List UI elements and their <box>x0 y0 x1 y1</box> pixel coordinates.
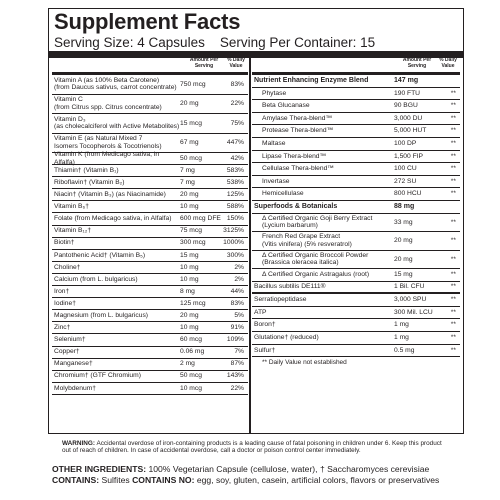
nutrient-name-line: Invertase <box>262 177 290 185</box>
amount-value: 750 mcg <box>180 80 206 88</box>
nutrient-name <box>52 264 180 272</box>
nutrient-name <box>52 116 180 131</box>
nutrient-row <box>52 177 248 189</box>
nutrient-name-line: Iodine† <box>54 299 76 307</box>
daily-value: 91% <box>230 324 244 332</box>
daily-value: 5% <box>234 312 244 320</box>
daily-value: ** <box>450 218 456 226</box>
nutrient-name <box>52 252 180 260</box>
nutrient-row <box>252 188 460 201</box>
nutrient-name-line: Thiamin† (Vitamin B₁) <box>54 166 119 174</box>
amount-value: 15 mg <box>180 251 199 259</box>
dv-header: % Daily Value <box>439 57 457 69</box>
daily-value: ** <box>450 152 456 160</box>
left-rows <box>52 75 248 395</box>
amount-value: 7 mg <box>180 178 195 186</box>
nutrient-name-line: Δ Certified Organic Astragalus (root) <box>262 271 370 279</box>
nutrient-name-line2: (from Citrus spp. Citrus concentrate) <box>54 103 162 111</box>
nutrient-name <box>52 227 180 235</box>
amount-value: 20 mg <box>394 237 413 245</box>
nutrient-name-line: Lipase Thera-blend™ <box>262 152 327 160</box>
amount-value: 3,000 DU <box>394 114 423 122</box>
nutrient-row <box>252 163 460 176</box>
amount-value: 10 mg <box>180 263 199 271</box>
nutrient-name-line: Superfoods & Botanicals <box>254 202 338 210</box>
nutrient-row <box>52 347 248 359</box>
amount-value: 190 FTU <box>394 89 421 97</box>
nutrient-name-line: Vitamin D₃ <box>54 115 86 123</box>
nutrient-name <box>252 334 394 342</box>
amount-value: 300 Mil. LCU <box>394 308 433 316</box>
nutrient-name-line: Cellulase Thera-blend™ <box>262 165 334 173</box>
daily-value: ** <box>450 255 456 263</box>
daily-value: 447% <box>226 139 244 146</box>
nutrient-name <box>52 324 180 332</box>
nutrient-row <box>52 383 248 395</box>
amount-value: 33 mg <box>394 218 413 226</box>
daily-value: 588% <box>226 203 244 211</box>
amount-value: 0.5 mg <box>394 346 415 354</box>
amount-value: 10 mcg <box>180 384 202 392</box>
nutrient-name-line: Maltase <box>262 140 286 148</box>
nutrient-row <box>52 310 248 322</box>
nutrient-row <box>252 100 460 113</box>
left-column-header <box>52 58 248 75</box>
daily-value: ** <box>450 283 456 291</box>
amount-value: 50 mcg <box>180 372 202 380</box>
nutrient-name <box>52 276 180 284</box>
nutrient-row <box>52 153 248 165</box>
amount-value: 5,000 HUT <box>394 127 427 135</box>
nutrient-name-line: Selenium† <box>54 336 86 344</box>
daily-value: 22% <box>230 100 244 107</box>
amount-value: 147 mg <box>394 76 419 84</box>
daily-value: 75% <box>230 119 244 127</box>
amount-value: 300 mcg <box>180 239 206 247</box>
daily-value: 22% <box>230 384 244 392</box>
warning-body: Accidental overdose of iron-containing products is a leading cause of fatal poisoning in children under 6. Keep this product out of reach of children. In case of accidental overdose, call a doctor or poison control center immediately. <box>62 440 442 455</box>
nutrient-name <box>252 140 394 148</box>
amount-value: 20 mg <box>180 100 199 107</box>
nutrient-name-line: Nutrient Enhancing Enzyme Blend <box>254 76 369 84</box>
nutrient-name-line2: (from Daucus sativus, carrot concentrate) <box>54 84 177 92</box>
nutrient-name <box>252 309 394 317</box>
amount-value: 15 mg <box>394 271 413 279</box>
daily-value: ** <box>450 114 456 122</box>
right-column-header <box>252 58 460 75</box>
nutrient-name <box>52 239 180 247</box>
daily-value: ** <box>450 271 456 279</box>
amount-value: 75 mcg <box>180 227 202 235</box>
nutrient-name-line: Phytase <box>262 89 287 97</box>
amount-value: 15 mcg <box>180 119 202 127</box>
nutrient-name-line: Niacin† (Vitamin B₃) (as Niacinamide) <box>54 191 166 199</box>
nutrient-name-line: Folate (from Medicago sativa, in Alfalfa) <box>54 215 172 223</box>
nutrient-name-line: Vitamin A (as 100% Beta Carotene) <box>54 76 160 84</box>
nutrient-name <box>252 321 394 329</box>
daily-value: ** <box>450 308 456 316</box>
nutrient-name-line: Amylase Thera-blend™ <box>262 114 333 122</box>
nutrient-name <box>52 96 180 111</box>
nutrient-row <box>52 165 248 177</box>
nutrient-name-line: Vitamin E (as Natural Mixed 7 <box>54 135 143 143</box>
nutrient-row <box>52 226 248 238</box>
nutrient-name-line: Boron† <box>254 321 276 329</box>
amount-value: 90 BGU <box>394 102 418 110</box>
daily-value: 538% <box>226 178 244 186</box>
amount-value: 50 mcg <box>180 154 202 162</box>
contains-line <box>52 476 464 485</box>
daily-value: 44% <box>230 287 244 295</box>
nutrient-name-line: Δ Certified Organic Broccoli Powder <box>262 251 369 259</box>
header-bar <box>48 51 464 58</box>
nutrient-name-line: Pantothenic Acid† (Vitamin B₅) <box>54 251 146 259</box>
amount-value: 100 DP <box>394 140 417 148</box>
nutrient-row <box>52 189 248 201</box>
nutrient-row <box>52 201 248 213</box>
daily-value: ** <box>450 190 456 198</box>
panel-title: Supplement Facts <box>54 9 241 34</box>
dv-header: % Daily Value <box>227 57 245 69</box>
nutrient-name-line: Magnesium (from L. bulgaricus) <box>54 312 149 320</box>
nutrient-name-line: Iron† <box>54 287 70 295</box>
nutrient-row <box>252 282 460 295</box>
nutrient-name <box>252 77 394 85</box>
amount-value: 88 mg <box>394 202 415 210</box>
nutrient-name-line2: Isomers Tocopherols & Tocotrienols) <box>54 142 162 150</box>
nutrient-name <box>52 167 180 175</box>
daily-value: 143% <box>226 372 244 380</box>
nutrient-row <box>252 251 460 270</box>
nutrient-name <box>252 165 394 173</box>
daily-value: 2% <box>234 263 244 271</box>
nutrient-name-line: Protease Thera-blend™ <box>262 127 334 135</box>
nutrient-name-line2: (Vitis vinifera) (5% resveratrol) <box>262 240 352 248</box>
nutrient-row <box>252 294 460 307</box>
nutrient-name-line: Glutatione† (reduced) <box>254 334 319 342</box>
nutrient-row <box>52 213 248 225</box>
amount-value: 600 mcg DFE <box>180 215 221 223</box>
right-column <box>252 58 460 366</box>
nutrient-row <box>252 201 460 214</box>
daily-value: 109% <box>226 336 244 344</box>
nutrient-row <box>252 88 460 101</box>
nutrient-row <box>52 334 248 346</box>
daily-value: ** <box>450 346 456 354</box>
nutrient-row <box>252 345 460 358</box>
nutrient-row <box>52 250 248 262</box>
nutrient-name <box>52 360 180 368</box>
nutrient-name-line2: (Lycium barbarum) <box>262 222 318 230</box>
nutrient-name-line: Chromium† (GTF Chromium) <box>54 372 141 380</box>
daily-value: ** <box>450 89 456 97</box>
daily-value: 87% <box>230 360 244 368</box>
contains-text: Sulfites <box>101 475 130 485</box>
daily-value: 1000% <box>223 239 244 247</box>
daily-value: ** <box>450 102 456 110</box>
daily-value: ** <box>450 296 456 304</box>
nutrient-name-line: Beta Glucanase <box>262 102 310 110</box>
nutrient-name <box>252 178 394 186</box>
nutrient-name-line: Serratiopeptidase <box>254 296 307 304</box>
nutrient-name-line: Biotin† <box>54 239 75 247</box>
nutrient-name-line: Bacillus subtilis DE111® <box>254 283 326 291</box>
nutrient-name-line: Vitamin B₆† <box>54 203 89 211</box>
nutrient-name <box>52 300 180 308</box>
amount-value: 272 SU <box>394 177 417 185</box>
amount-value: 7 mg <box>180 166 195 174</box>
nutrient-name <box>52 135 180 150</box>
nutrient-name <box>52 179 180 187</box>
nutrient-name <box>252 127 394 135</box>
other-ingredients-label: OTHER INGREDIENTS: <box>52 464 147 474</box>
nutrient-row <box>252 269 460 282</box>
left-column <box>52 58 248 395</box>
nutrient-name <box>52 191 180 199</box>
daily-value: 150% <box>226 215 244 223</box>
nutrient-name <box>52 348 180 356</box>
nutrient-name-line: Vitamin B₁₂† <box>54 227 92 235</box>
nutrient-row <box>52 359 248 371</box>
daily-value: 583% <box>226 166 244 174</box>
nutrient-name-line: Riboflavin† (Vitamin B₂) <box>54 178 125 186</box>
amount-value: 3,000 SPU <box>394 296 427 304</box>
nutrient-name-line: Sulfur† <box>254 346 276 354</box>
amount-value: 0.06 mg <box>180 348 205 356</box>
nutrient-row <box>52 371 248 383</box>
amount-value: 1 mg <box>394 321 409 329</box>
nutrient-name <box>252 190 394 198</box>
nutrient-row <box>252 176 460 189</box>
other-ingredients <box>52 465 464 474</box>
nutrient-name <box>52 372 180 380</box>
nutrient-row <box>52 322 248 334</box>
nutrient-name-line: ATP <box>254 308 267 316</box>
amount-header: Amount Per Serving <box>189 57 219 69</box>
nutrient-name <box>52 151 180 166</box>
nutrient-name-line: Δ Certified Organic Goji Berry Extract <box>262 214 373 222</box>
nutrient-name <box>52 336 180 344</box>
daily-value: ** <box>450 334 456 342</box>
daily-value: 2% <box>234 275 244 283</box>
amount-value: 1,500 FIP <box>394 152 423 160</box>
nutrient-row <box>52 238 248 250</box>
nutrient-row <box>252 138 460 151</box>
nutrient-row <box>252 232 460 251</box>
nutrient-name-line2: (Brassica oleracea italica) <box>262 259 339 267</box>
nutrient-name-line2: (as cholecalciferol with Active Metabolites) <box>54 123 180 131</box>
nutrient-row <box>252 151 460 164</box>
amount-value: 10 mg <box>180 275 199 283</box>
amount-value: 125 mcg <box>180 299 206 307</box>
warning-text <box>62 440 452 455</box>
nutrient-row <box>252 319 460 332</box>
right-rows <box>252 75 460 357</box>
nutrient-row <box>252 307 460 320</box>
daily-value: ** <box>450 177 456 185</box>
other-ingredients-text: 100% Vegetarian Capsule (cellulose, water), † Saccharomyces cerevisiae <box>148 464 430 474</box>
amount-value: 1 Bil. CFU <box>394 283 425 291</box>
amount-value: 10 mg <box>180 324 199 332</box>
daily-value: 42% <box>230 154 244 162</box>
nutrient-name <box>252 271 394 279</box>
nutrient-name-line: Copper† <box>54 348 80 356</box>
nutrient-name <box>52 203 180 211</box>
daily-value: ** <box>450 237 456 245</box>
amount-value: 20 mg <box>180 191 199 199</box>
nutrient-name <box>252 115 394 123</box>
daily-value: 7% <box>234 348 244 356</box>
amount-value: 10 mg <box>180 203 199 211</box>
serving-info: Serving Size: 4 Capsules Serving Per Container: 15 <box>54 35 376 50</box>
nutrient-name <box>252 90 394 98</box>
nutrient-name-line: Calcium (from L. bulgaricus) <box>54 275 138 283</box>
nutrient-row <box>52 95 248 115</box>
nutrient-name <box>252 153 394 161</box>
nutrient-name-line: Vitamin C <box>54 96 83 104</box>
nutrient-name <box>252 252 394 267</box>
nutrient-name <box>252 283 394 291</box>
amount-value: 1 mg <box>394 334 409 342</box>
daily-value: ** <box>450 165 456 173</box>
amount-value: 60 mcg <box>180 336 202 344</box>
daily-value: 83% <box>230 299 244 307</box>
nutrient-row <box>52 262 248 274</box>
nutrient-name <box>252 347 394 355</box>
nutrient-row <box>252 332 460 345</box>
footnote: ** Daily Value not established <box>262 359 347 367</box>
amount-value: 8 mg <box>180 287 195 295</box>
daily-value: 83% <box>230 80 244 88</box>
nutrient-name-line: Hemicellulase <box>262 190 304 198</box>
column-divider <box>249 58 251 433</box>
nutrient-row <box>252 75 460 88</box>
amount-value: 20 mg <box>180 312 199 320</box>
nutrient-row <box>52 298 248 310</box>
nutrient-name <box>252 296 394 304</box>
daily-value: 125% <box>226 191 244 199</box>
daily-value: 3125% <box>223 227 244 235</box>
nutrient-name-line: Vitamin K (from Medicago sativa, in Alfalfa) <box>54 151 160 166</box>
nutrient-name-line: Zinc† <box>54 324 71 332</box>
nutrient-name <box>52 385 180 393</box>
contains-no-label: CONTAINS NO: <box>132 475 195 485</box>
daily-value: ** <box>450 140 456 148</box>
nutrient-name <box>52 215 180 223</box>
nutrient-name-line: Manganese† <box>54 360 93 368</box>
nutrient-name <box>252 233 394 248</box>
nutrient-row <box>252 125 460 138</box>
amount-value: 100 CU <box>394 165 417 173</box>
daily-value: ** <box>450 127 456 135</box>
amount-value: 2 mg <box>180 360 195 368</box>
contains-no-text: egg, soy, gluten, casein, artificial colors, flavors or preservatives <box>196 475 440 485</box>
nutrient-row <box>52 75 248 95</box>
nutrient-name <box>252 203 394 211</box>
amount-value: 800 HCU <box>394 190 422 198</box>
nutrient-name <box>52 312 180 320</box>
nutrient-name-line: Choline† <box>54 263 81 271</box>
nutrient-name-line: French Red Grape Extract <box>262 233 341 241</box>
nutrient-row <box>252 113 460 126</box>
nutrient-name <box>252 102 394 110</box>
nutrient-name-line: Molybdenum† <box>54 384 97 392</box>
nutrient-name <box>52 77 180 92</box>
daily-value: ** <box>450 321 456 329</box>
daily-value: 300% <box>226 251 244 259</box>
amount-value: 20 mg <box>394 255 413 263</box>
contains-label: CONTAINS: <box>52 475 100 485</box>
nutrient-name <box>252 215 394 230</box>
nutrient-name <box>52 288 180 296</box>
amount-value: 67 mg <box>180 139 199 146</box>
warning-label: WARNING: <box>62 440 96 447</box>
nutrient-row <box>252 214 460 233</box>
nutrient-row <box>52 114 248 134</box>
amount-header: Amount Per Serving <box>402 57 432 69</box>
nutrient-row <box>52 274 248 286</box>
nutrient-row <box>52 286 248 298</box>
